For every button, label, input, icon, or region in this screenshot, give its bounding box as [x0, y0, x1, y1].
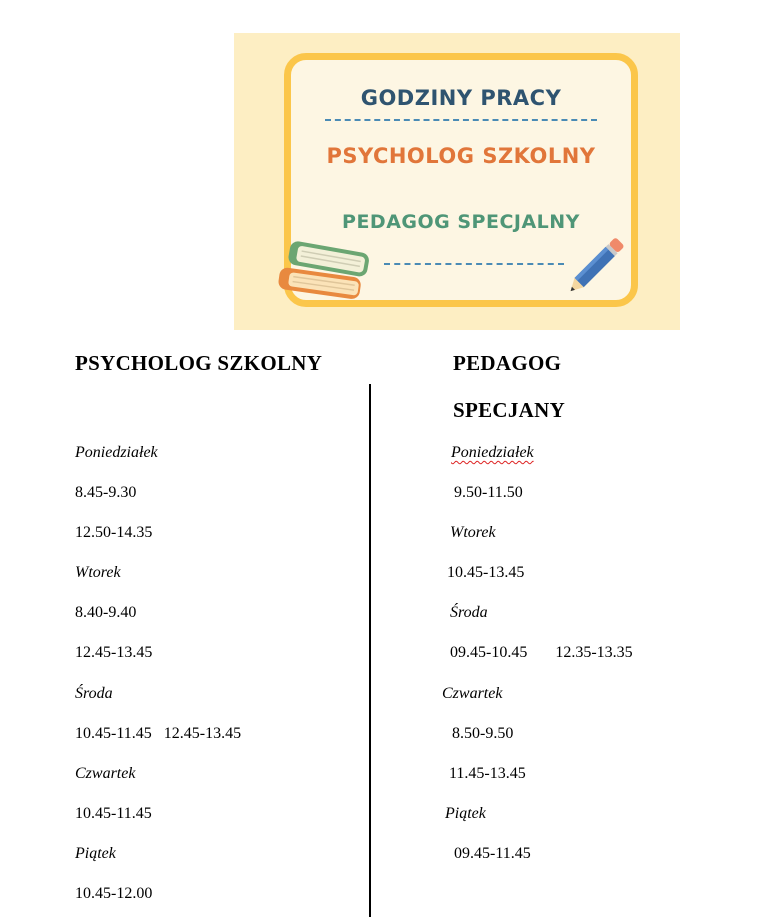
banner-subtitle-psychologist: PSYCHOLOG SZKOLNY — [326, 144, 596, 168]
right-time: 11.45-13.45 — [449, 765, 526, 782]
right-day-wednesday: Środa — [450, 604, 488, 621]
left-time: 8.40-9.40 — [75, 604, 137, 621]
left-day-thursday: Czwartek — [75, 765, 136, 782]
pencil-icon — [560, 231, 630, 301]
psychologist-heading: PSYCHOLOG SZKOLNY — [75, 351, 323, 375]
right-day-friday: Piątek — [445, 805, 486, 822]
header-banner — [234, 33, 680, 330]
left-time: 12.45-13.45 — [75, 644, 153, 661]
banner-subtitle-pedagogue: PEDAGOG SPECJALNY — [342, 211, 580, 233]
right-time: 09.45-11.45 — [454, 845, 531, 862]
left-time: 8.45-9.30 — [75, 484, 137, 501]
left-day-monday: Poniedziałek — [75, 444, 158, 461]
right-time: 10.45-13.45 — [447, 564, 525, 581]
right-time: 9.50-11.50 — [454, 484, 523, 501]
banner-title: GODZINY PRACY — [360, 86, 562, 110]
left-day-tuesday: Wtorek — [75, 564, 121, 581]
dashed-divider — [384, 263, 564, 265]
left-day-friday: Piątek — [75, 845, 116, 862]
right-time: 8.50-9.50 — [452, 725, 514, 742]
left-day-wednesday: Środa — [75, 685, 113, 702]
books-icon — [274, 233, 374, 313]
left-time: 10.45-11.45 12.45-13.45 — [75, 725, 242, 742]
right-day-tuesday: Wtorek — [450, 524, 496, 541]
left-time: 12.50-14.35 — [75, 524, 153, 541]
right-day-thursday: Czwartek — [442, 685, 503, 702]
right-time: 09.45-10.45 12.35-13.35 — [450, 644, 633, 661]
pedagogue-heading-line2: SPECJANY — [453, 398, 566, 422]
column-divider — [369, 384, 371, 917]
left-time: 10.45-11.45 — [75, 805, 152, 822]
pedagogue-heading-line1: PEDAGOG — [453, 351, 562, 375]
dashed-divider — [325, 119, 597, 121]
left-time: 10.45-12.00 — [75, 885, 153, 902]
right-day-monday: Poniedziałek — [451, 444, 534, 461]
